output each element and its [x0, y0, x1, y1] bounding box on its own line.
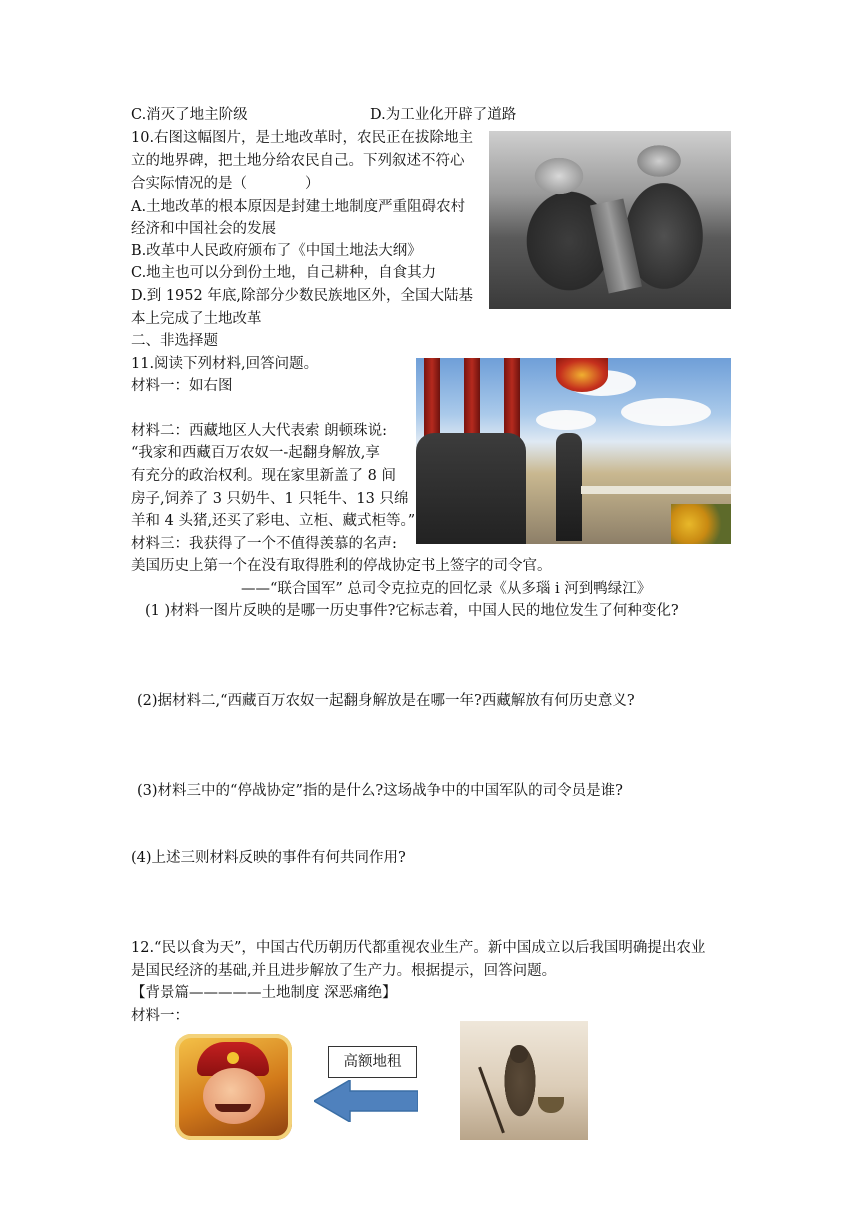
- q11-stem: 11.阅读下列材料,回答问题。: [131, 356, 319, 372]
- section-heading: 二、非选择题: [131, 333, 218, 349]
- q10-option-d-line1: D.到 1952 年底,除部分少数民族地区外，全国大陆基: [131, 288, 473, 304]
- high-rent-label-box: 高额地租: [328, 1046, 417, 1078]
- q11-sub-question-2: (2)据材料二,“西藏百万农奴一起翻身解放是在哪一年?西藏解放有何历史意义?: [137, 693, 635, 709]
- q11-material-2-line5: 羊和 4 头猪,还买了彩电、立柜、藏式柜等。”: [131, 513, 416, 529]
- landlord-cartoon: [175, 1034, 292, 1140]
- q10-option-d-line2: 本上完成了土地改革: [131, 311, 262, 327]
- q9-option-c: C.消灭了地主阶级: [131, 107, 248, 123]
- q11-material-3-line1: 材料三：我获得了一个不值得羡慕的名声:: [131, 536, 397, 552]
- balustrade: [581, 486, 731, 494]
- q11-material-1: 材料一：如右图: [131, 378, 233, 394]
- q10-option-c: C.地主也可以分到份土地，自己耕种，自食其力: [131, 265, 437, 281]
- q11-material-2-line3: 有充分的政治权利。现在家里新盖了 8 间: [131, 468, 396, 484]
- q11-sub-question-3: (3)材料三中的“停战协定”指的是什么?这场战争中的中国军队的司令员是谁?: [137, 783, 623, 799]
- q12-material-1: 材料一：: [131, 1008, 189, 1024]
- boundary-stone: [590, 198, 642, 293]
- q10-stem-line1: 10.右图这幅图片，是土地改革时，农民正在拔除地主: [131, 130, 474, 146]
- flowers: [671, 504, 731, 544]
- q10-option-b: B.改革中人民政府颁布了《中国土地法大纲》: [131, 243, 422, 259]
- q11-sub-question-4: (4)上述三则材料反映的事件有何共同作用?: [131, 850, 406, 866]
- farmer-photo: [460, 1021, 588, 1140]
- q10-option-a-line1: A.土地改革的根本原因是封建土地制度严重阻碍农村: [131, 199, 466, 215]
- crowd: [416, 433, 526, 544]
- speaker-figure: [556, 433, 582, 541]
- q12-stem-line2: 是国民经济的基础,并且进步解放了生产力。根据提示，回答问题。: [131, 963, 557, 979]
- q11-material-2-line1: 材料二：西藏地区人大代表索 朗顿珠说:: [131, 423, 387, 439]
- left-arrow-icon: [314, 1080, 418, 1122]
- founding-ceremony-painting: [416, 358, 731, 544]
- q11-material-3-line2: 美国历史上第一个在没有取得胜利的停战协定书上签字的司令官。: [131, 558, 552, 574]
- land-reform-photo: [489, 131, 731, 309]
- q11-source: ——“联合国军” 总司令克拉克的回忆录《从多瑙 i 河到鸭绿江》: [241, 581, 652, 597]
- q11-material-2-line2: “我家和西藏百万农奴一-起翻身解放,享: [131, 445, 380, 461]
- q11-sub-question-1: (1 )材料一图片反映的是哪一历史事件?它标志着，中国人民的地位发生了何种变化?: [145, 603, 679, 619]
- q10-stem-line2: 立的地界碑，把土地分给农民自己。下列叙述不符心: [131, 153, 465, 169]
- q12-heading: 【背景篇—————土地制度 深恶痛绝】: [131, 985, 397, 1001]
- q9-option-d: D.为工业化开辟了道路: [370, 107, 517, 123]
- q12-stem-line1: 12.“民以食为天”，中国古代历朝历代都重视农业生产。新中国成立以后我国明确提出农业: [131, 940, 706, 956]
- q10-stem-line3: 合实际情况的是（ ）: [131, 176, 320, 192]
- q10-option-a-line2: 经济和中国社会的发展: [131, 221, 276, 237]
- red-lantern: [556, 358, 608, 392]
- q11-material-2-line4: 房子,饲养了 3 只奶牛、1 只牦牛、13 只绵: [131, 491, 409, 507]
